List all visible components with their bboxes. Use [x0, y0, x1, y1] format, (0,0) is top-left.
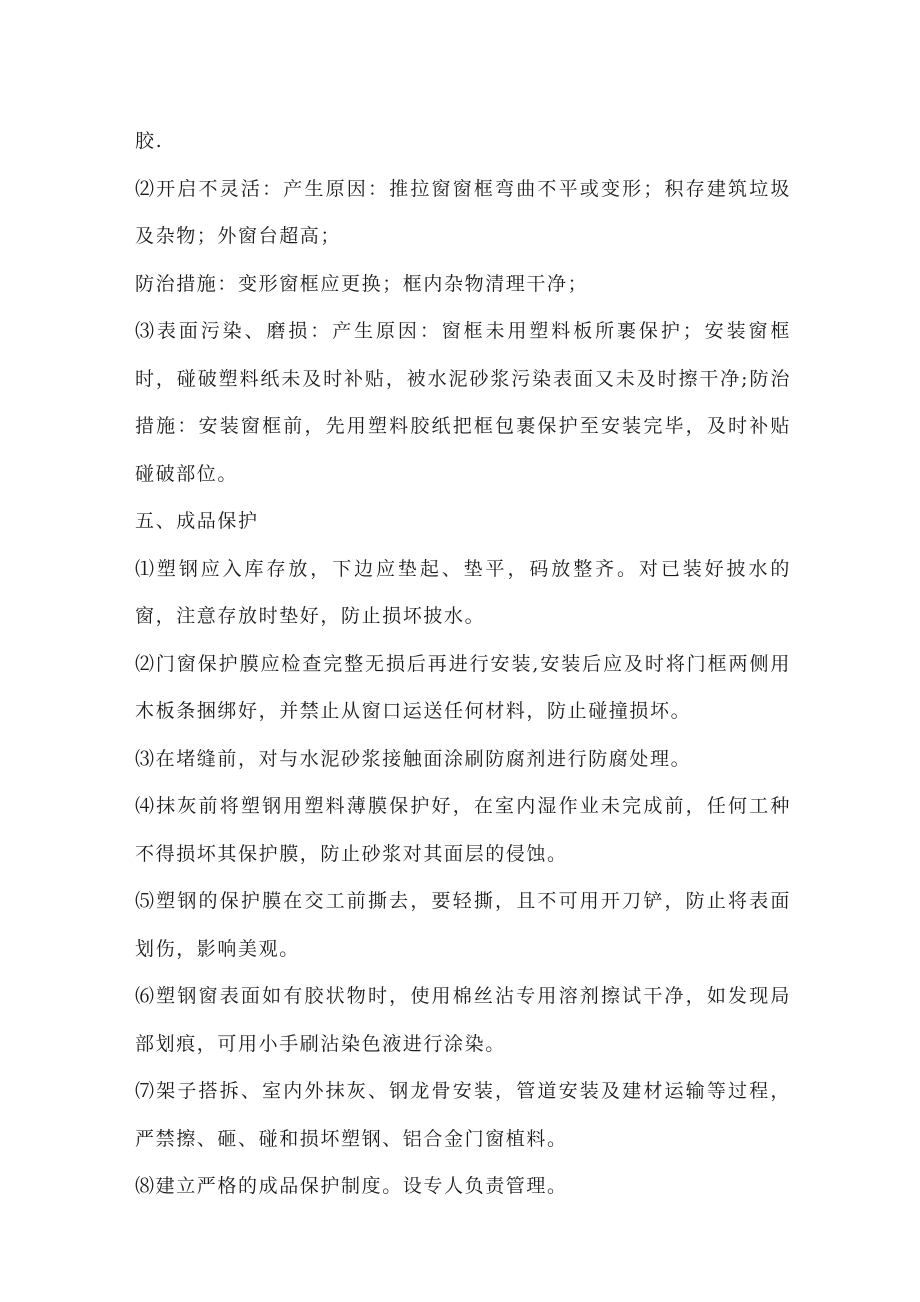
paragraph-continuation: 胶. — [135, 130, 164, 152]
paragraph-protection-5: ⑸塑钢的保护膜在交工前撕去，要轻撕，且不可用开刀铲，防止将表面划伤，影响美观。 — [135, 890, 791, 960]
paragraph-protection-1: ⑴塑钢应入库存放，下边应垫起、垫平，码放整齐。对已装好披水的窗，注意存放时垫好，防止损坏披水。 — [135, 557, 791, 627]
paragraph-protection-6: ⑹塑钢窗表面如有胶状物时，使用棉丝沾专用溶剂擦试干净，如发现局部划痕，可用小手刷沾染色液进行涂染。 — [135, 985, 791, 1055]
paragraph-item-2-prevention: 防治措施：变形窗框应更换；框内杂物清理干净； — [135, 272, 589, 295]
document-body — [135, 118, 791, 1211]
paragraph-protection-8: ⑻建立严格的成品保护制度。设专人负责管理。 — [135, 1175, 568, 1197]
paragraph-protection-2: ⑵门窗保护膜应检查完整无损后再进行安装,安装后应及时将门框两侧用木板条捆绑好，并禁止从窗口运送任何材料，防止碰撞损坏。 — [135, 652, 791, 722]
paragraph-protection-4: ⑷抹灰前将塑钢用塑料薄膜保护好，在室内湿作业未完成前，任何工种不得损坏其保护膜，防止砂浆对其面层的侵蚀。 — [135, 795, 791, 865]
paragraph-protection-3: ⑶在堵缝前，对与水泥砂浆接触面涂刷防腐剂进行防腐处理。 — [135, 747, 692, 770]
section-heading: 五、成品保护 — [135, 510, 259, 532]
paragraph-protection-7: ⑺架子搭拆、室内外抹灰、钢龙骨安装，管道安装及建材运输等过程，严禁擦、砸、碰和损坏塑钢、铝合金门窗植料。 — [135, 1080, 791, 1150]
paragraph-item-2-problem: ⑵开启不灵活：产生原因：推拉窗窗框弯曲不平或变形；积存建筑垃圾及杂物；外窗台超高； — [135, 177, 791, 247]
paragraph-item-3: ⑶表面污染、磨损：产生原因：窗框未用塑料板所裹保护；安装窗框时，碰破塑料纸未及时补贴，被水泥砂浆污染表面又未及时擦干净;防治措施：安装窗框前，先用塑料胶纸把框包裹保护至安装完毕，及时补贴碰破部位。 — [135, 320, 791, 485]
